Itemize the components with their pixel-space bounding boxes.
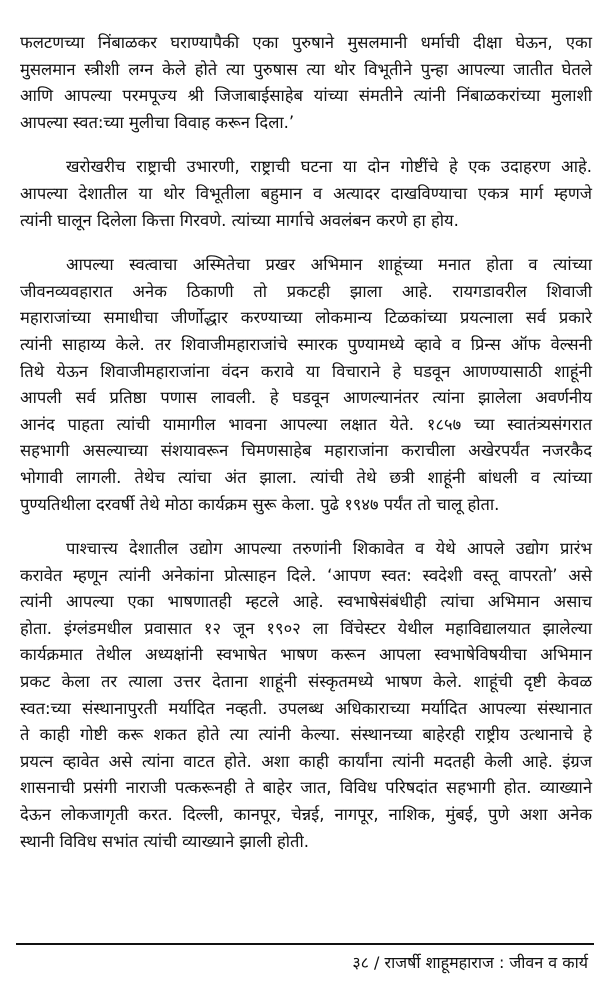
paragraph-4 (20, 536, 592, 855)
text-line: देऊन लोकजागृती करत. दिल्ली, कानपूर, चेन्नई, नागपूर, नाशिक, मुंबई, पुणे अशा अनेक (20, 805, 592, 825)
text-line: आपल्या देशातील या थोर विभूतीला बहुमान व अत्यादर दाखविण्याचा एकत्र मार्ग म्हणजे (20, 183, 592, 203)
text-line: आपल्या स्वत:च्या मुलीचा विवाह करून दिला.’ (20, 112, 295, 132)
text-line: जीवनव्यवहारात अनेक ठिकाणी तो प्रकटही झाला आहे. रायगडावरील शिवाजी (20, 281, 592, 301)
paragraph-2 (20, 154, 592, 234)
text-line: तिथे येऊन शिवाजीमहाराजांना वंदन करावे या विचाराने हे घडवून आणण्यासाठी शाहूंनी (20, 361, 592, 381)
text-line: भोगावी लागली. तेथेच त्यांचा अंत झाला. त्यांची तेथे छत्री शाहूंनी बांधली व त्यांच्या (20, 467, 592, 487)
text-line: शासनाची प्रसंगी नाराजी पत्करूनही ते बाहेर जात, विविध परिषदांत सहभागी होत. व्याख्याने (20, 778, 592, 798)
footer-separator: / (374, 953, 380, 972)
text-line: आपल्या स्वत्वाचा अस्मितेचा प्रखर अभिमान शाहूंच्या मनात होता व त्यांच्या (66, 255, 592, 275)
text-line: स्वत:च्या संस्थानापुरती मर्यादित नव्हती. उपलब्ध अधिकाराच्या मर्यादित आपल्या संस्थानात (20, 698, 592, 718)
text-line: प्रयत्न व्हावेत असे त्यांना वाटत होते. अशा काही कार्यांना त्यांनी मदतही केली आहे. इंग्रज (20, 751, 592, 771)
footer-rule (16, 943, 594, 945)
text-line: स्थानी विविध सभांत त्यांची व्याख्याने झाली होती. (20, 831, 309, 851)
paragraph-1 (20, 30, 592, 136)
text-line: ते काही गोष्टी करू शकत होते त्या त्यांनी केल्या. संस्थानच्या बाहेरही राष्ट्रीय उत्थानाचे हे (20, 725, 592, 745)
text-line: फलटणच्या निंबाळकर घराण्यापैकी एका पुरुषाने मुसलमानी धर्माची दीक्षा घेऊन, एका (20, 33, 592, 52)
text-line: आपली सर्व प्रतिष्ठा पणास लावली. हे घडवून आणल्यानंतर त्यांना झालेला अवर्णनीय (20, 388, 592, 408)
text-line: आणि आपल्या परमपूज्य श्री जिजाबाईसाहेब यांच्या संमतीने त्यांनी निंबाळकरांच्या मुलाशी (20, 86, 592, 106)
page-number: ३८ (352, 953, 369, 972)
text-line: पुण्यतिथीला दरवर्षी तेथे मोठा कार्यक्रम सुरू केला. पुढे १९४७ पर्यंत तो चालू होता. (20, 494, 500, 514)
text-line: त्यांनी साहाय्य केले. तर शिवाजीमहाराजांचे स्मारक पुण्यामध्ये व्हावे व प्रिन्स ऑफ वेल्सनी (20, 334, 592, 354)
text-line: प्रकट केला तर त्याला उत्तर देताना शाहूंनी संस्कृतमध्ये भाषण केले. शाहूंची दृष्टी केवळ (20, 672, 592, 692)
text-line: आनंद पाहता त्यांची यामागील भावना आपल्या लक्षात येते. १८५७ च्या स्वातंत्र्यसंगरात (20, 414, 592, 434)
page-body (20, 30, 592, 855)
text-line: त्यांनी घालून दिलेला कित्ता गिरवणे. त्यांच्या मार्गाचे अवलंबन करणे हा होय. (20, 210, 459, 230)
text-line: होता. इंग्लंडमधील प्रवासात १२ जून १९०२ ला विंचेस्टर येथील महाविद्यालयात झालेल्या (20, 618, 592, 638)
text-line: करावेत म्हणून त्यांनी अनेकांना प्रोत्साहन दिले. ‘आपण स्वत: स्वदेशी वस्तू वापरतो’ असे (20, 565, 592, 585)
book-title: राजर्षी शाहूमहाराज : जीवन व कार्य (384, 953, 588, 972)
paragraph-3 (20, 252, 592, 518)
text-line: खरोखरीच राष्ट्राची उभारणी, राष्ट्राची घटना या दोन गोष्टींचे हे एक उदाहरण आहे. (66, 157, 592, 177)
page-footer (352, 952, 588, 974)
text-line: त्यांनी आपल्या एका भाषणातही म्हटले आहे. स्वभाषेसंबंधीही त्यांचा अभिमान असाच (20, 592, 592, 612)
text-line: सहभागी असल्याच्या संशयावरून चिमणसाहेब महाराजांना कराचीला अखेरपर्यंत नजरकैद (20, 441, 592, 461)
text-line: मुसलमान स्त्रीशी लग्न केले होते त्या पुरुषास त्या थोर विभूतीने पुन्हा आपल्या जातीत घेतले (20, 59, 592, 79)
text-line: महाराजांच्या समाधीचा जीर्णोद्धार करण्याच्या लोकमान्य टिळकांच्या प्रयत्नाला सर्व प्रकारे (20, 308, 592, 328)
text-line: पाश्चात्त्य देशातील उद्योग आपल्या तरुणांनी शिकावेत व येथे आपले उद्योग प्रारंभ (66, 539, 592, 559)
text-line: कार्यक्रमात तेथील अध्यक्षांनी स्वभाषेत भाषण करून आपला स्वभाषेविषयीचा अभिमान (20, 645, 592, 665)
